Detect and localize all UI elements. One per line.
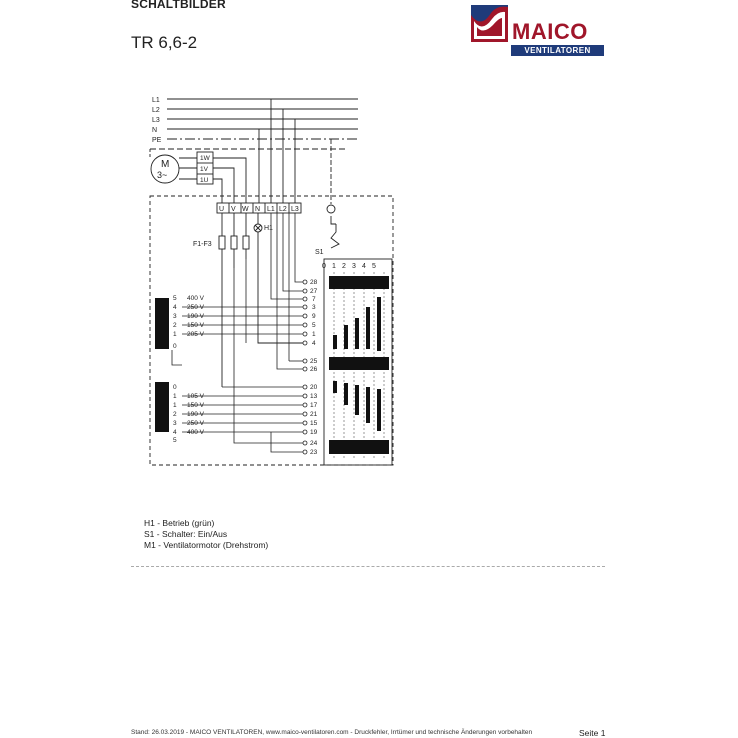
lower-tap-volt: 250 V — [187, 420, 204, 427]
contact-label: 23 — [310, 449, 318, 456]
upper-tap-num: 5 — [173, 295, 177, 302]
upper-tap-volt: 205 V — [187, 331, 204, 338]
page-title: TR 6,6-2 — [131, 33, 198, 52]
terminal-v: V — [231, 206, 236, 213]
line-label-l2: L2 — [152, 107, 160, 114]
contact-label: 4 — [312, 340, 316, 347]
lower-tap-num: 5 — [173, 437, 177, 444]
switch-pos-0: 0 — [322, 263, 326, 270]
lower-tap-volt: 400 V — [187, 429, 204, 436]
footer-text: Stand: 26.03.2019 - MAICO VENTILATOREN, www.maico-ventilatoren.com - Druckfehler, Irrtümer und technische Änderungen vorbehalten — [131, 729, 533, 736]
contact-label: 25 — [310, 358, 318, 365]
contact-label: 9 — [312, 313, 316, 320]
lower-tap-num: 3 — [173, 420, 177, 427]
motor-terminal-1v: 1V — [200, 166, 208, 173]
upper-tap-num: 4 — [173, 304, 177, 311]
upper-tap-volt: 150 V — [187, 322, 204, 329]
contact-label: 5 — [312, 322, 316, 329]
line-label-n: N — [152, 127, 158, 134]
lower-tap-num: 1 — [173, 402, 177, 409]
legend — [144, 518, 268, 551]
upper-tap-volt: 400 V — [187, 295, 204, 302]
contact-label: 19 — [310, 429, 318, 436]
contact-label: 24 — [310, 440, 318, 447]
section-label: SCHALTBILDER — [131, 0, 226, 11]
contact-label: 28 — [310, 279, 318, 286]
lower-tap-volt: 150 V — [187, 402, 204, 409]
switch-pos-1: 1 — [332, 263, 336, 270]
lower-tap-num: 1 — [173, 393, 177, 400]
upper-tap-num: 3 — [173, 313, 177, 320]
terminal-u: U — [219, 206, 225, 213]
legend-item: S1 - Schalter: Ein/Aus — [144, 529, 228, 539]
legend-item: M1 - Ventilatormotor (Drehstrom) — [144, 540, 269, 550]
contact-label: 1 — [312, 331, 316, 338]
lower-tap-num: 4 — [173, 429, 177, 436]
lamp-label: H1 — [264, 225, 273, 232]
terminal-l1: L1 — [267, 206, 275, 213]
lower-tap-num: 2 — [173, 411, 177, 418]
logo-brand-text: MAICO — [512, 19, 588, 44]
legend-item: H1 - Betrieb (grün) — [144, 518, 215, 528]
contact-label: 7 — [312, 296, 316, 303]
motor-terminal-1u: 1U — [200, 177, 209, 184]
terminal-n: N — [255, 206, 261, 213]
line-label-pe: PE — [152, 137, 162, 144]
motor-symbol: M — [161, 159, 170, 170]
fuse-label: F1-F3 — [193, 241, 212, 248]
switch-label: S1 — [315, 249, 324, 256]
upper-tap-volt: 250 V — [187, 304, 204, 311]
upper-tap-volt: 190 V — [187, 313, 204, 320]
lower-tap-volt: 105 V — [187, 393, 204, 400]
upper-tap-num: 1 — [173, 331, 177, 338]
switch-pos-4: 4 — [362, 263, 366, 270]
line-label-l1: L1 — [152, 97, 160, 104]
switch-pos-5: 5 — [372, 263, 376, 270]
logo-sub-text: VENTILATOREN — [511, 45, 604, 56]
separator — [131, 566, 605, 567]
upper-tap-num: 0 — [173, 343, 177, 350]
lower-tap-num: 0 — [173, 384, 177, 391]
switch-pos-3: 3 — [352, 263, 356, 270]
motor-phase: 3~ — [157, 170, 168, 180]
contact-label: 27 — [310, 288, 318, 295]
terminal-l2: L2 — [279, 206, 287, 213]
contact-label: 26 — [310, 366, 318, 373]
contact-label: 17 — [310, 402, 318, 409]
line-label-l3: L3 — [152, 117, 160, 124]
lower-tap-volt: 190 V — [187, 411, 204, 418]
contact-label: 20 — [310, 384, 318, 391]
motor-terminal-1w: 1W — [200, 155, 210, 162]
contact-label: 15 — [310, 420, 318, 427]
upper-tap-num: 2 — [173, 322, 177, 329]
terminal-l3: L3 — [291, 206, 299, 213]
contact-label: 3 — [312, 304, 316, 311]
page-number: Seite 1 — [579, 728, 606, 738]
contact-label: 13 — [310, 393, 318, 400]
switch-pos-2: 2 — [342, 263, 346, 270]
contact-label: 21 — [310, 411, 318, 418]
terminal-w: W — [242, 206, 249, 213]
